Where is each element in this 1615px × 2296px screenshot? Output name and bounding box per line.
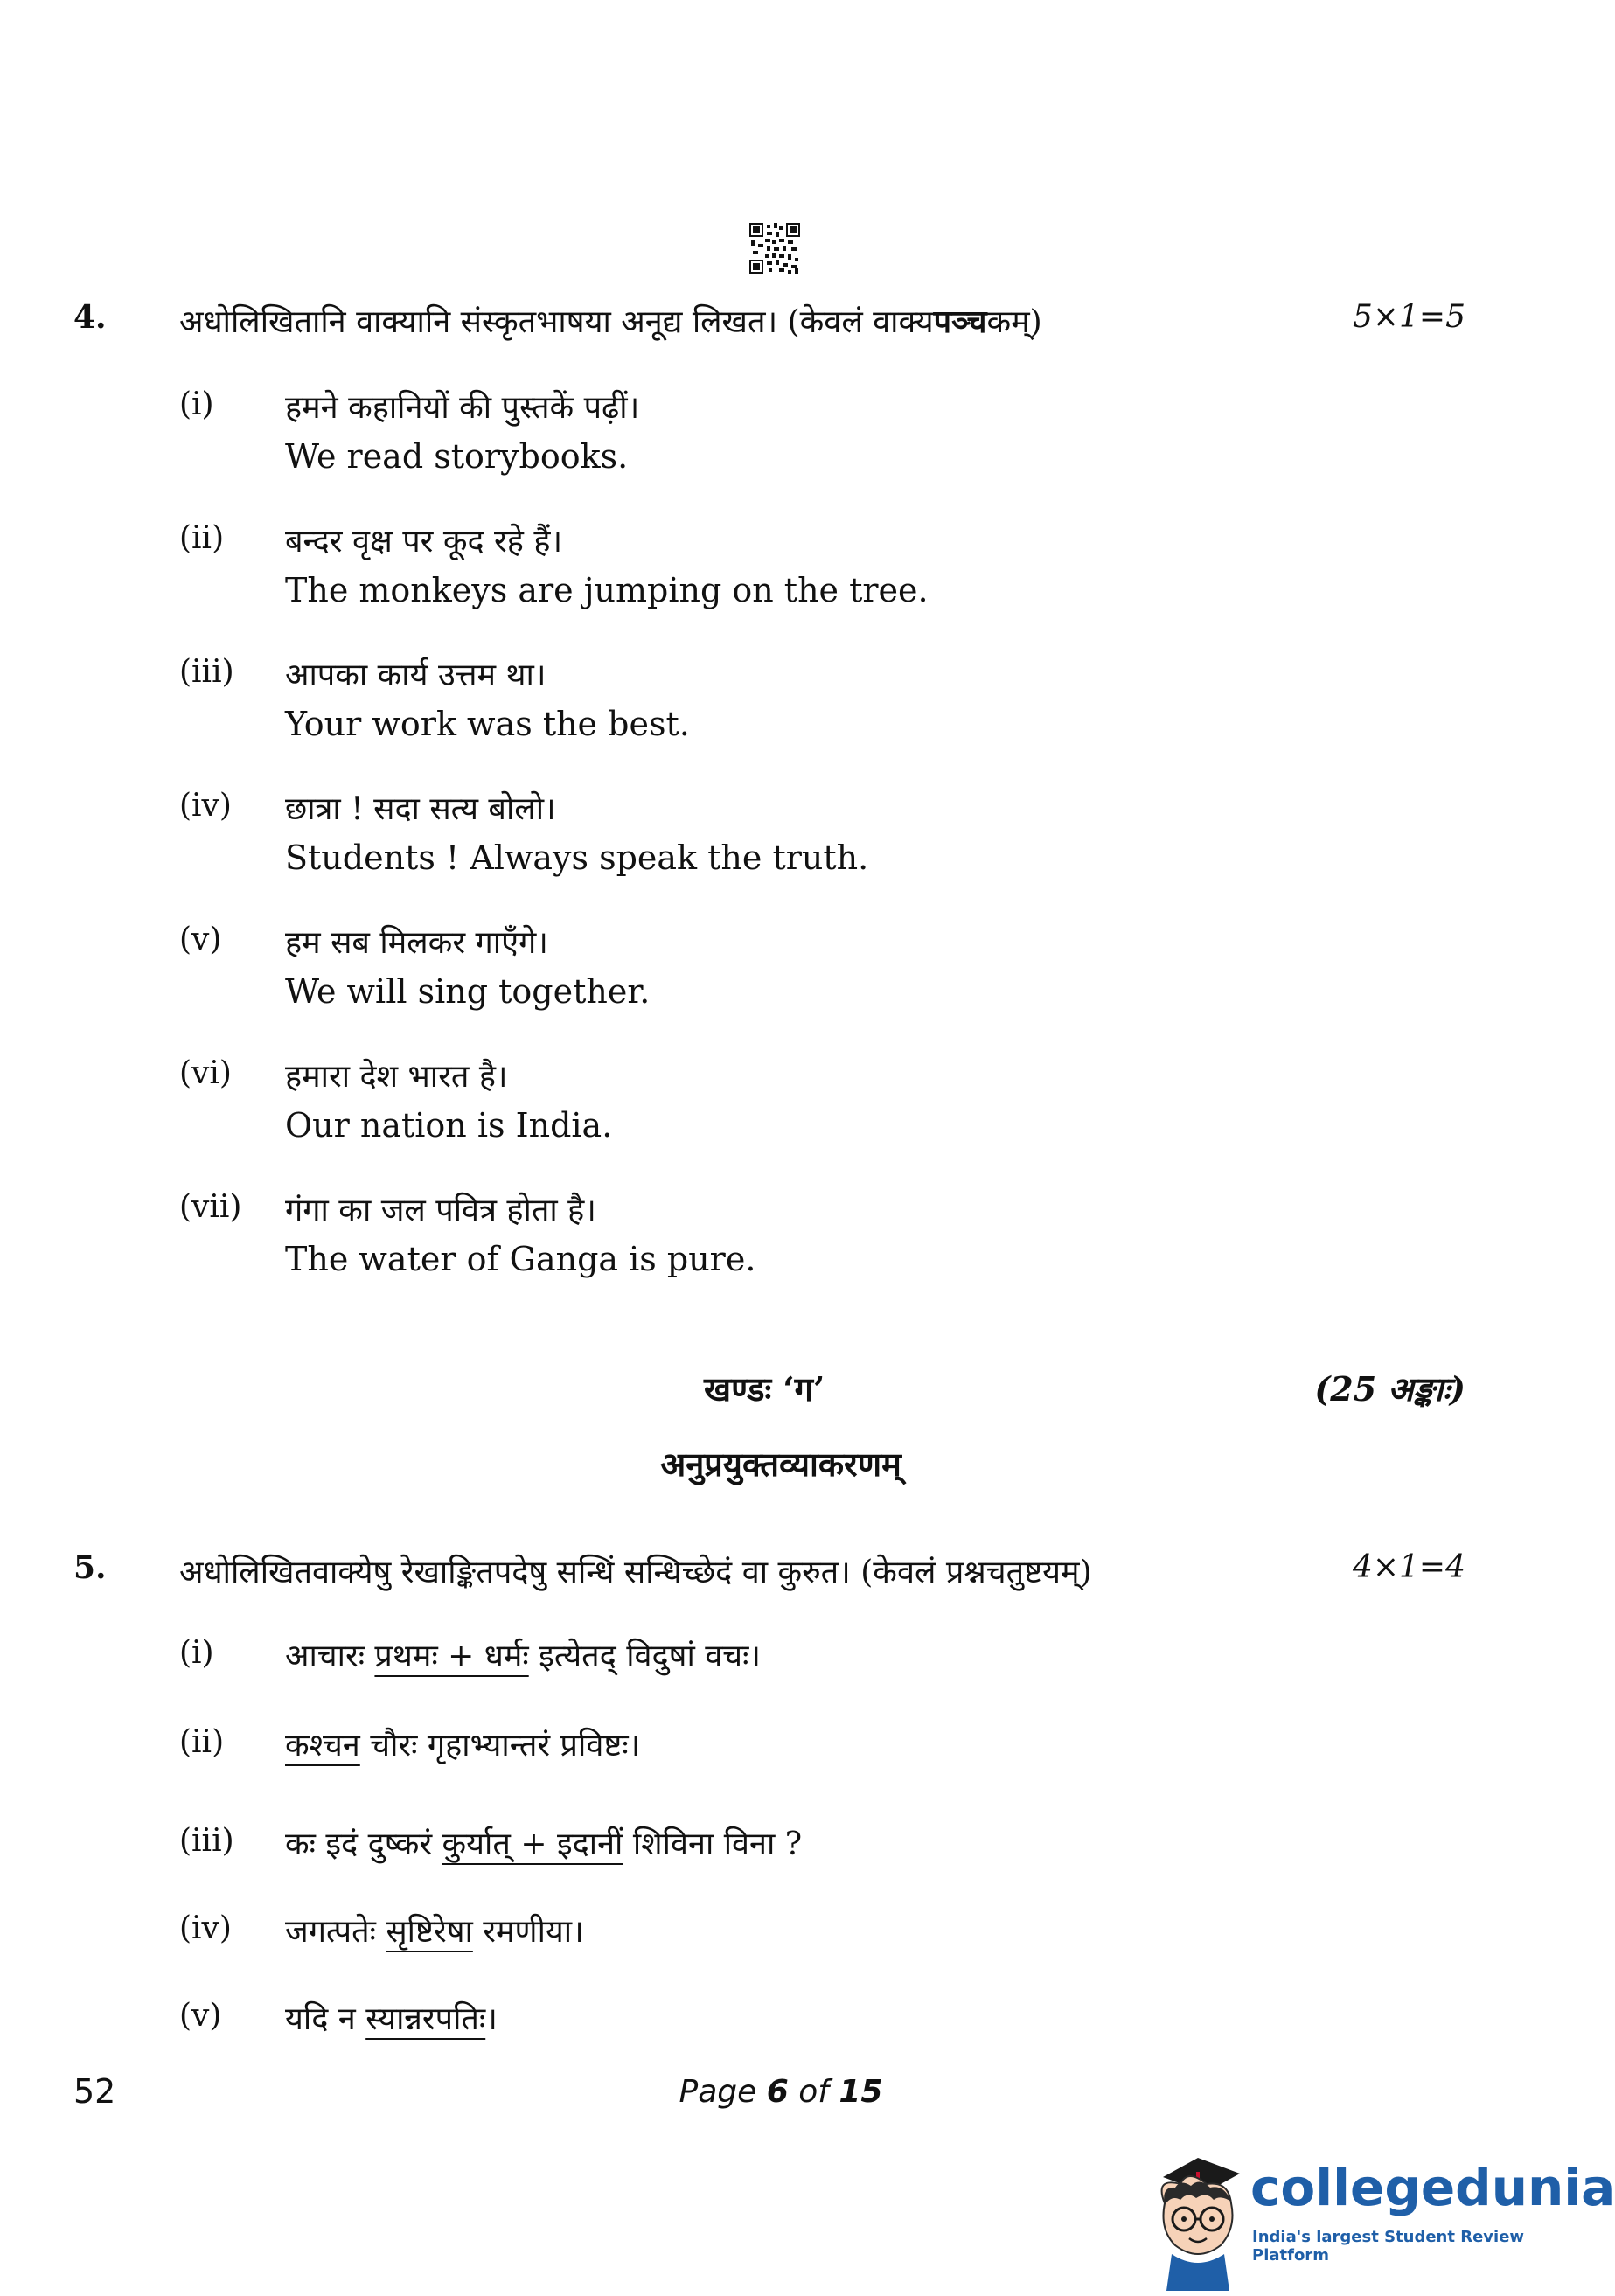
question-4-number: 4. — [73, 299, 107, 336]
q4-item-english: Your work was the best. — [285, 705, 690, 743]
paper-code: 52 — [73, 2072, 116, 2111]
q4-item-english: We read storybooks. — [285, 437, 629, 476]
q5-item-number: (v) — [179, 1998, 222, 2034]
q4-item-hindi: हमने कहानियों की पुस्तकें पढ़ीं। — [285, 390, 640, 426]
q5-item-sentence — [285, 1821, 802, 1864]
q5-item-text: रमणीया। — [472, 1914, 584, 1950]
q4-item-english: Students ! Always speak the truth. — [285, 838, 869, 877]
q4-item-hindi: हमारा देश भारत है। — [285, 1059, 508, 1095]
student-mascot-icon — [1145, 2142, 1250, 2291]
q4-item-hindi: गंगा का जल पवित्र होता है। — [285, 1193, 596, 1228]
q5-item-underlined: स्यान्नरपतिः — [365, 2001, 486, 2037]
collegedunia-tagline: India's largest Student Review Platform — [1252, 2228, 1525, 2265]
q5-item-text: चौरः गृहाभ्यान्तरं प्रविष्टः। — [359, 1728, 641, 1764]
question-5-marks: 4×1=4 — [1352, 1549, 1465, 1585]
q5-item-text: कः इदं दुष्करं — [285, 1826, 442, 1862]
q5-item-underlined: प्रथमः + धर्मः — [374, 1639, 529, 1674]
q5-item-underlined: कुर्यात् + इदानीं — [442, 1826, 623, 1862]
q5-item-text: । — [485, 2001, 498, 2037]
page-current: 6 — [766, 2074, 789, 2110]
q5-item-sentence — [285, 1909, 584, 1952]
page-of: of — [788, 2074, 839, 2110]
question-4-instruction-end: कम्) — [986, 304, 1042, 340]
q4-item-english: The water of Ganga is pure. — [285, 1240, 756, 1278]
q5-item-sentence — [285, 1633, 761, 1676]
question-5-instruction: अधोलिखितवाक्येषु रेखाङ्कितपदेषु सन्धिं सन्धिच्छेदं वा कुरुत। (केवलं प्रश्नचतुष्टयम्) — [179, 1555, 1092, 1590]
q4-item-number: (v) — [179, 922, 222, 957]
q5-item-sentence — [285, 1996, 498, 2039]
q4-item-number: (vi) — [179, 1055, 232, 1091]
section-c-marks: (25 अङ्काः) — [1314, 1369, 1465, 1409]
q5-item-underlined: सृष्टिरेषा — [386, 1914, 473, 1950]
q5-item-text: यदि न — [285, 2001, 366, 2037]
collegedunia-logo-text: collegedunia — [1250, 2158, 1615, 2217]
section-c-subtitle: अनुप्रयुक्तव्याकरणम् — [660, 1444, 901, 1484]
q5-item-number: (iv) — [179, 1910, 232, 1946]
question-4-marks: 5×1=5 — [1352, 299, 1465, 335]
q4-item-number: (ii) — [179, 520, 225, 556]
q5-item-text: इत्येतद् विदुषां वचः। — [528, 1639, 762, 1674]
question-4-instruction — [179, 299, 1042, 342]
qr-code-icon — [749, 223, 800, 274]
q5-item-number: (i) — [179, 1635, 214, 1671]
q4-item-number: (iii) — [179, 654, 234, 690]
q5-item-text: आचारः — [285, 1639, 375, 1674]
q4-item-hindi: हम सब मिलकर गाएँगे। — [285, 925, 548, 961]
q4-item-english: The monkeys are jumping on the tree. — [285, 571, 929, 609]
q4-item-english: We will sing together. — [285, 972, 651, 1011]
page-prefix: Page — [679, 2074, 767, 2110]
page-indicator — [0, 2074, 1562, 2110]
question-5-number: 5. — [73, 1549, 107, 1586]
question-4-instruction-bold: पञ्च — [933, 303, 987, 340]
q4-item-hindi: छात्रा ! सदा सत्य बोलो। — [285, 791, 556, 827]
q4-item-hindi: बन्दर वृक्ष पर कूद रहे हैं। — [285, 524, 563, 560]
q5-item-underlined: कश्चन — [285, 1728, 360, 1764]
q5-item-sentence — [285, 1722, 640, 1765]
q4-item-number: (i) — [179, 386, 214, 422]
q4-item-english: Our nation is India. — [285, 1106, 613, 1145]
q5-item-number: (iii) — [179, 1823, 234, 1859]
q4-item-hindi: आपका कार्य उत्तम था। — [285, 657, 546, 693]
q4-item-number: (iv) — [179, 788, 232, 824]
q4-item-number: (vii) — [179, 1189, 242, 1225]
q5-item-text: शिविना विना ? — [623, 1826, 803, 1862]
q5-item-text: जगत्पतेः — [285, 1914, 386, 1950]
q5-item-number: (ii) — [179, 1724, 225, 1760]
question-4-instruction-main: अधोलिखितानि वाक्यानि संस्कृतभाषया अनूद्य लिखत। (केवलं वाक्य — [179, 304, 934, 340]
page-total: 15 — [839, 2074, 883, 2110]
section-c-title: खण्डः ‘ग’ — [704, 1369, 825, 1409]
